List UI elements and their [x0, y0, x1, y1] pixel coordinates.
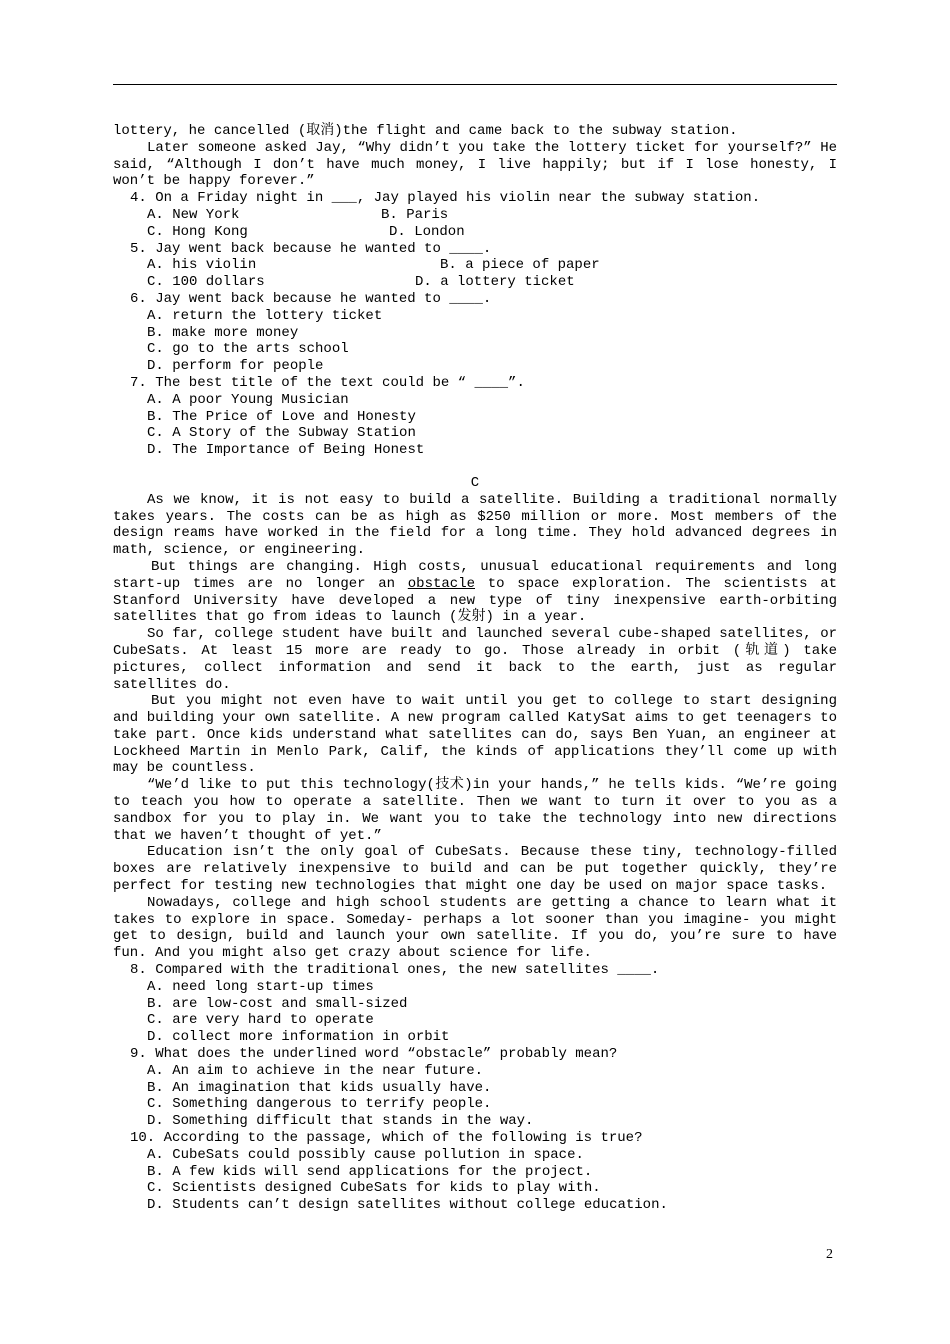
question-5-options-row-1	[113, 257, 837, 274]
option: A. his violin	[147, 257, 257, 274]
underlined-word: obstacle	[407, 575, 475, 592]
option: A. An aim to achieve in the near future.	[147, 1062, 484, 1079]
question-4-options-row-2	[113, 224, 837, 241]
question-4-options-row-1	[113, 207, 837, 224]
option: D. The Importance of Being Honest	[147, 442, 425, 459]
option: D. Something difficult that stands in the way.	[147, 1113, 534, 1130]
passage-c-paragraph-5: “We’d like to put this technology(技术)in your hands,” he tells kids. “We’re going to teach you how to operate a satellite. Then we want to turn it over to you as a sandbox for you to play in. We want you to take the technology into new directions that we haven’t thought of yet.”	[113, 777, 837, 844]
option: D. a lottery ticket	[415, 274, 575, 291]
page-content	[113, 123, 837, 1214]
paragraph-text: to space exploration. The scientists at Stanford University have developed a new type of tiny inexpensive earth-orbiting satellites that go from ideas to launch (发射) in a year.	[113, 575, 837, 626]
option: C. Something dangerous to terrify people.	[147, 1096, 492, 1113]
option: C. are very hard to operate	[147, 1012, 374, 1029]
option: D. London	[389, 223, 465, 240]
option: B. a piece of paper	[440, 257, 600, 274]
option: A. New York	[147, 206, 240, 223]
option: A. CubeSats could possibly cause pollution in space.	[147, 1146, 584, 1163]
passage-c-paragraph-2	[113, 559, 837, 626]
question-6-stem: 6. Jay went back because he wanted to ____.	[130, 290, 492, 307]
question-10-stem: 10. According to the passage, which of the following is true?	[130, 1130, 643, 1147]
option: B. make more money	[147, 324, 299, 341]
option: D. Students can’t design satellites without college education.	[147, 1197, 668, 1214]
option: C. Hong Kong	[147, 223, 248, 240]
option: B. are low-cost and small-sized	[147, 995, 408, 1012]
option: C. Scientists designed CubeSats for kids to play with.	[147, 1180, 601, 1197]
option: A. A poor Young Musician	[147, 391, 349, 408]
option: B. The Price of Love and Honesty	[147, 408, 416, 425]
passage-b-paragraph-2: Later someone asked Jay, “Why didn’t you take the lottery ticket for yourself?” He said, “Although I don’t have much money, I live happily; but if I lose honesty, I won’t be happy forever.”	[113, 139, 837, 190]
question-7-stem: 7. The best title of the text could be “ ____”.	[130, 374, 525, 391]
question-5-stem: 5. Jay went back because he wanted to ____.	[130, 240, 492, 257]
question-9-stem: 9. What does the underlined word “obstacle” probably mean?	[130, 1046, 618, 1063]
passage-c-paragraph-6: Education isn’t the only goal of CubeSats. Because these tiny, technology-filled boxes are relatively inexpensive to build and can be put together quickly, they’re perfect for testing new technologies that might one day be used on major space tasks.	[113, 844, 837, 895]
option: B. An imagination that kids usually have.	[147, 1079, 492, 1096]
question-5-options-row-2	[113, 274, 837, 291]
passage-c-paragraph-1: As we know, it is not easy to build a satellite. Building a traditional normally takes years. The costs can be as high as $250 million or more. Most members of the design reams have worked in the field for a long time. They hold advanced degrees in math, science, or engineering.	[113, 491, 837, 559]
question-4-stem: 4. On a Friday night in ___, Jay played his violin near the subway station.	[130, 190, 761, 207]
passage-c-paragraph-4: But you might not even have to wait until you get to college to start designing and building your own satellite. A new program called KatySat aims to get teenagers to take part. Once kids understand what satellites can do, says Ben Yuan, an engineer at Lockheed Martin in Menlo Park, Calif, the kinds of applications they’ll come up with may be countless.	[113, 693, 837, 777]
paragraph-text: But things are changing. High costs, unusual educational requirements and long start-up times are no longer an	[113, 558, 837, 592]
option: B. A few kids will send applications for the project.	[147, 1163, 593, 1180]
option: A. return the lottery ticket	[147, 307, 383, 324]
page-number: 2	[826, 1247, 833, 1262]
option: C. 100 dollars	[147, 274, 265, 291]
option: D. collect more information in orbit	[147, 1029, 450, 1046]
question-8-stem: 8. Compared with the traditional ones, the new satellites ____.	[130, 962, 660, 979]
option: C. go to the arts school	[147, 341, 349, 358]
section-heading: C	[470, 474, 480, 491]
option: A. need long start-up times	[147, 978, 374, 995]
option: B. Paris	[381, 206, 449, 223]
passage-c-paragraph-7: Nowadays, college and high school students are getting a chance to learn what it takes to explore in space. Someday- perhaps a lot sooner than you imagine- you might get to design, build and launch your own satellite. If you do, you’re sure to have fun. And you might also get crazy about science for life.	[113, 894, 837, 962]
passage-b-paragraph-1: lottery, he cancelled (取消)the flight and came back to the subway station.	[113, 123, 738, 139]
passage-c-paragraph-3: So far, college student have built and launched several cube-shaped satellites, or CubeSats. At least 15 more are ready to go. Those already in orbit (轨道) take pictures, collect information and send it back to the earth, just as regular satellites do.	[113, 626, 837, 693]
option: D. perform for people	[147, 358, 324, 375]
header-rule	[113, 84, 837, 85]
option: C. A Story of the Subway Station	[147, 425, 416, 442]
